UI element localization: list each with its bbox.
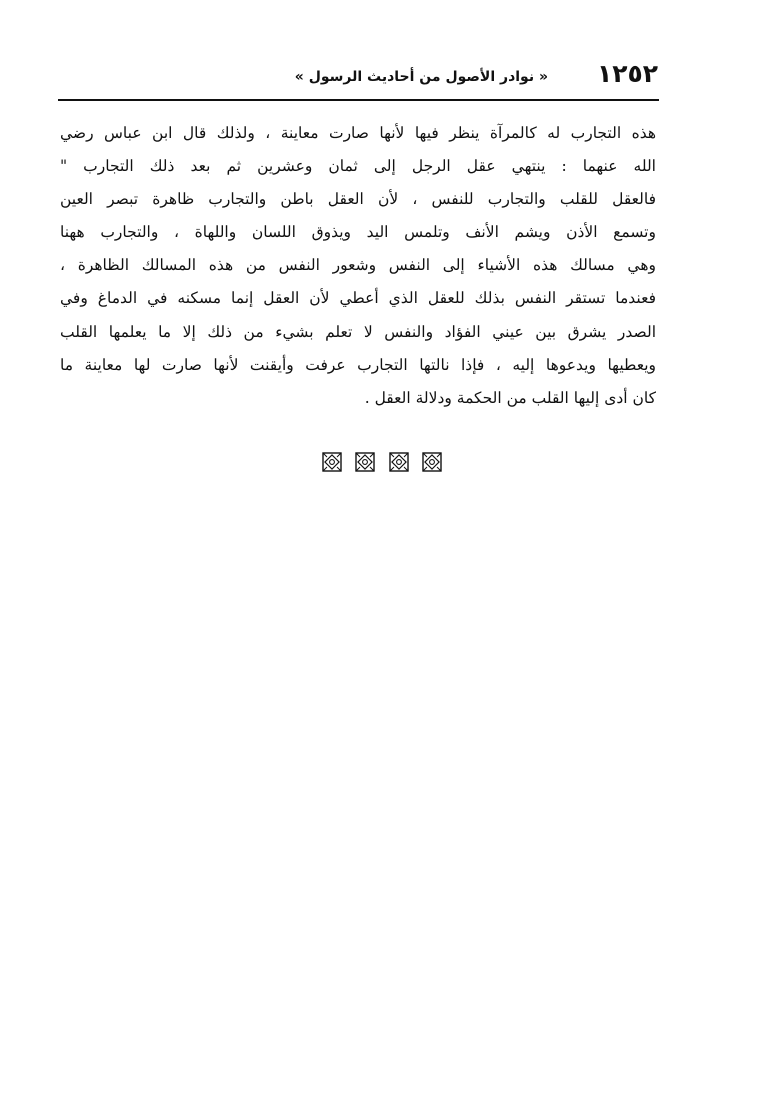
decorative-knot-icon [355,452,375,472]
decorative-knot-icon [322,452,342,472]
text-line: هذه التجارب له كالمرآة ينظر فيها لأنها صارت معاينة ، ولذلك قال ابن عباس رضي [60,124,656,142]
page-header [58,58,658,98]
text-line: ويعطيها ويدعوها إليه ، فإذا نالتها التجارب عرفت وأيقنت لأنها صارت لها معاينة ما [60,355,656,374]
text-line: وتسمع الأذن ويشم الأنف وتلمس اليد ويذوق اللسان واللهاة ، والتجارب ههنا [60,223,656,242]
body-text [60,117,656,415]
text-line: كان أدى إليها القلب من الحكمة ودلالة العقل . [364,388,656,407]
section-end-ornaments [322,452,442,476]
decorative-knot-icon [389,452,409,472]
page-number: ١٢٥٢ [596,59,658,88]
decorative-knot-icon [422,452,442,472]
running-title: « نوادر الأصول من أحاديث الرسول » [294,69,548,85]
header-rule [58,99,659,101]
text-line: فالعقل للقلب والتجارب للنفس ، لأن العقل باطن والتجارب ظاهرة تبصر العين [60,190,656,209]
text-line: الصدر يشرق بين عيني الفؤاد والنفس لا تعلم بشيء من ذلك إلا ما يعلمها القلب [60,322,656,341]
text-line: الله عنهما : ينتهي عقل الرجل إلى ثمان وعشرين ثم بعد ذلك التجارب " [60,157,656,176]
text-line: وهي مسالك هذه الأشياء إلى النفس وشعور النفس من هذه المسالك الظاهرة ، [60,256,656,275]
text-line: فعندما تستقر النفس بذلك للعقل الذي أعطي لأن العقل إنما مسكنه في الدماغ وفي [60,289,656,308]
